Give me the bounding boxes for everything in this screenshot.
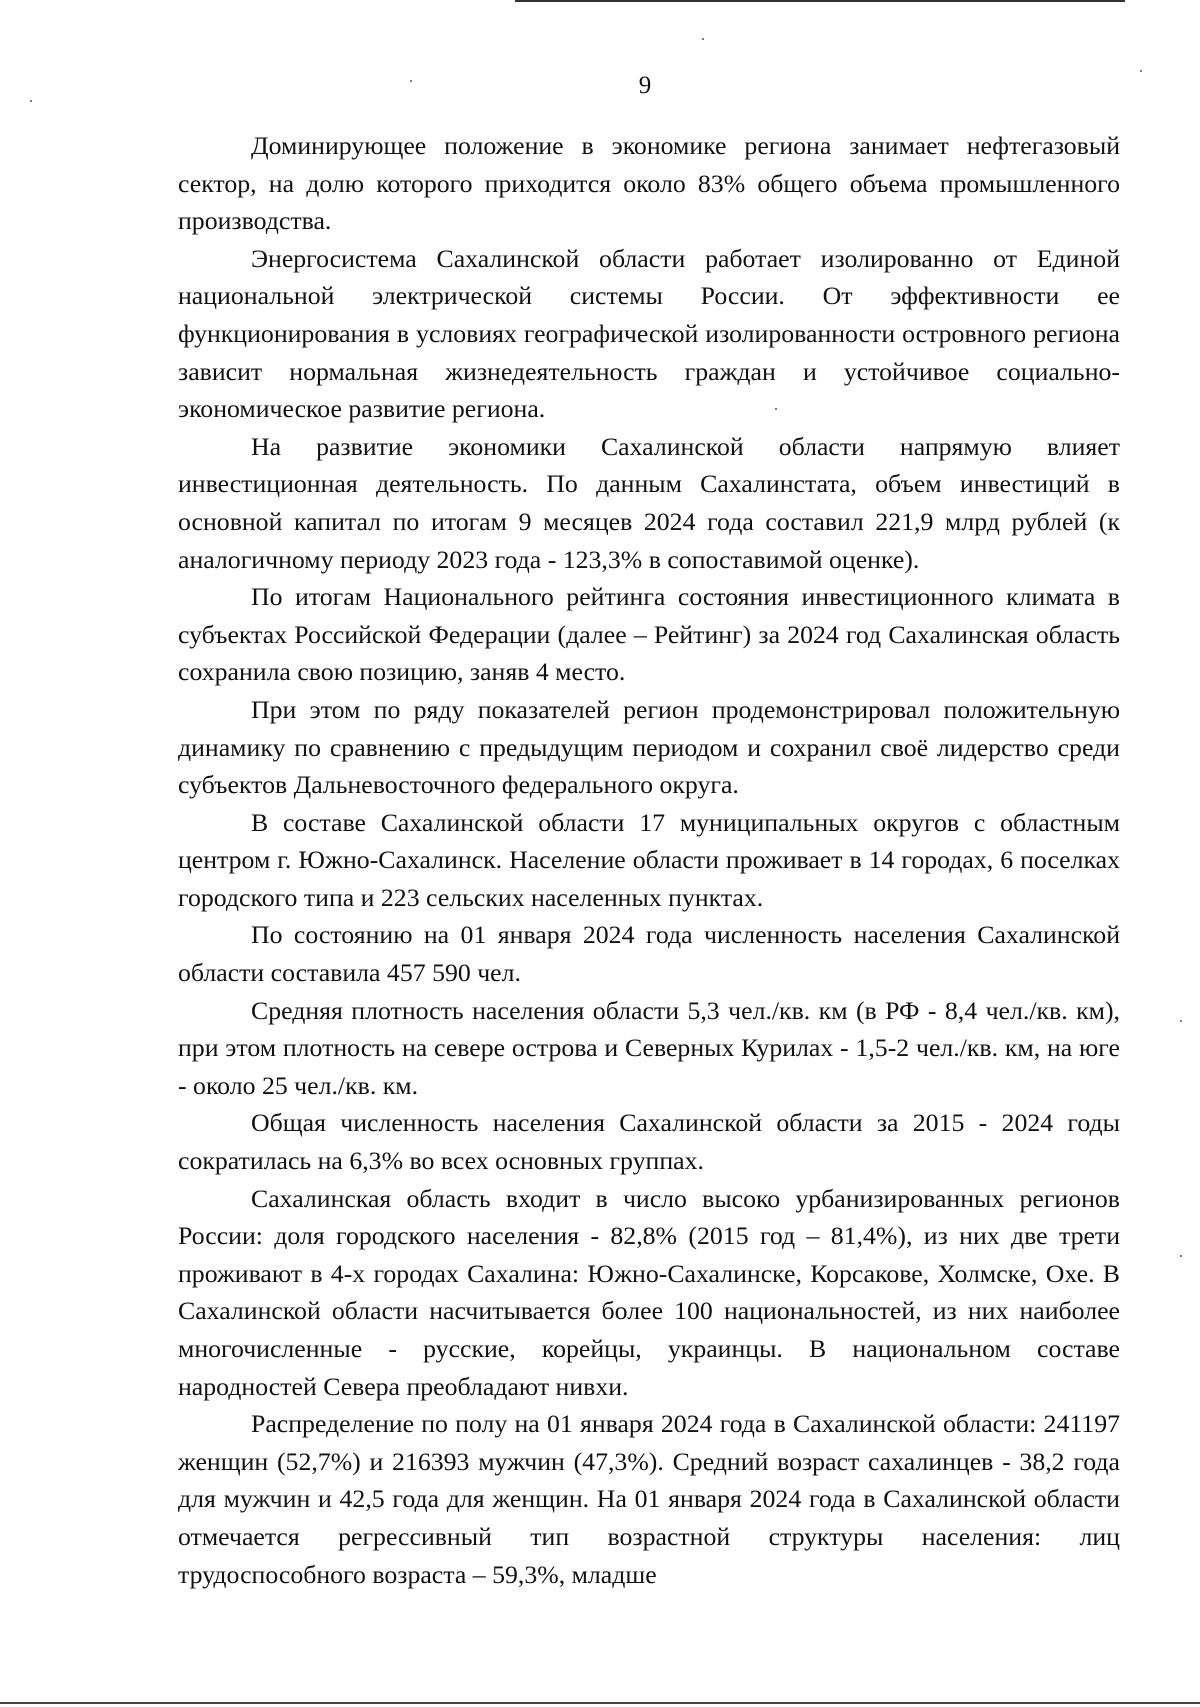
- paragraph-gender-age: Распределение по полу на 01 января 2024 года в Сахалинской области: 241197 женщин (52,7%) и 216393 мужчин (47,3%). Средний возраст сахалинцев - 38,2 года для мужчин и 42,5 года для женщин. На 01 января 2024 года в Сахалинской области отмечается регрессивный тип возрастной структуры населения: лиц трудоспособного возраста – 59,3%, младше: [178, 1409, 1120, 1589]
- paragraph-urbanization: Сахалинская область входит в число высоко урбанизированных регионов России: доля городского населения - 82,8% (2015 год – 81,4%), из них две трети проживают в 4-х городах Сахалина: Южно-Сахалинске, Корсакове, Холмске, Охе. В Сахалинской области насчитывается более 100 национальностей, из них наиболее многочисленные - русские, корейцы, украинцы. В национальном составе народностей Севера преобладают нивхи.: [178, 1183, 1120, 1401]
- paragraph-rating: По итогам Национального рейтинга состояния инвестиционного климата в субъектах Российской Федерации (далее – Рейтинг) за 2024 год Сахалинская область сохранила свою позицию, заняв 4 место.: [178, 582, 1120, 687]
- scan-speck: [30, 100, 32, 102]
- paragraph-energy-system: Энергосистема Сахалинской области работает изолированно от Единой национальной электрической системы России. От эффективности ее функционирования в условиях географической изолированности островного региона зависит нормальная жизнедеятельность граждан и устойчивое социально-экономическое развитие региона.: [178, 243, 1120, 424]
- paragraph-oil-gas-sector: Доминирующее положение в экономике региона занимает нефтегазовый сектор, на долю которого приходится около 83% общего объема промышленного производства.: [178, 131, 1120, 236]
- scan-speck: [702, 38, 704, 40]
- paragraph-municipalities: В составе Сахалинской области 17 муниципальных округов с областным центром г. Южно-Сахалинск. Население области проживает в 14 городах, 6 поселках городского типа и 223 сельских населенных пунктах.: [178, 807, 1120, 912]
- scan-speck: [1180, 1255, 1182, 1257]
- scan-speck: [775, 408, 777, 410]
- document-body: [178, 127, 1120, 1593]
- paragraph-population-decline: Общая численность населения Сахалинской области за 2015 - 2024 годы сократилась на 6,3% во всех основных группах.: [178, 1108, 1120, 1176]
- scan-speck: [1180, 1020, 1182, 1022]
- scan-edge-line-top: [515, 0, 1125, 2]
- page-number: 9: [638, 72, 652, 99]
- scan-speck: [410, 80, 412, 82]
- paragraph-population-density: Средняя плотность населения области 5,3 чел./кв. км (в РФ - 8,4 чел./кв. км), при этом плотность на севере острова и Северных Курилах - 1,5-2 чел./кв. км, на юге - около 25 чел./кв. км.: [178, 995, 1120, 1100]
- paragraph-population-count: По состоянию на 01 января 2024 года численность населения Сахалинской области составила 457 590 чел.: [178, 920, 1120, 988]
- scan-speck: [1140, 70, 1142, 72]
- scan-edge-line-bottom: [0, 1702, 1200, 1704]
- paragraph-dynamics: При этом по ряду показателей регион продемонстрировал положительную динамику по сравнению с предыдущим периодом и сохранил своё лидерство среди субъектов Дальневосточного федерального округа.: [178, 694, 1120, 800]
- paragraph-investment: На развитие экономики Сахалинской области напрямую влияет инвестиционная деятельность. По данным Сахалинстата, объем инвестиций в основной капитал по итогам 9 месяцев 2024 года составил 221,9 млрд рублей (к аналогичному периоду 2023 года - 123,3% в сопоставимой оценке).: [178, 431, 1120, 574]
